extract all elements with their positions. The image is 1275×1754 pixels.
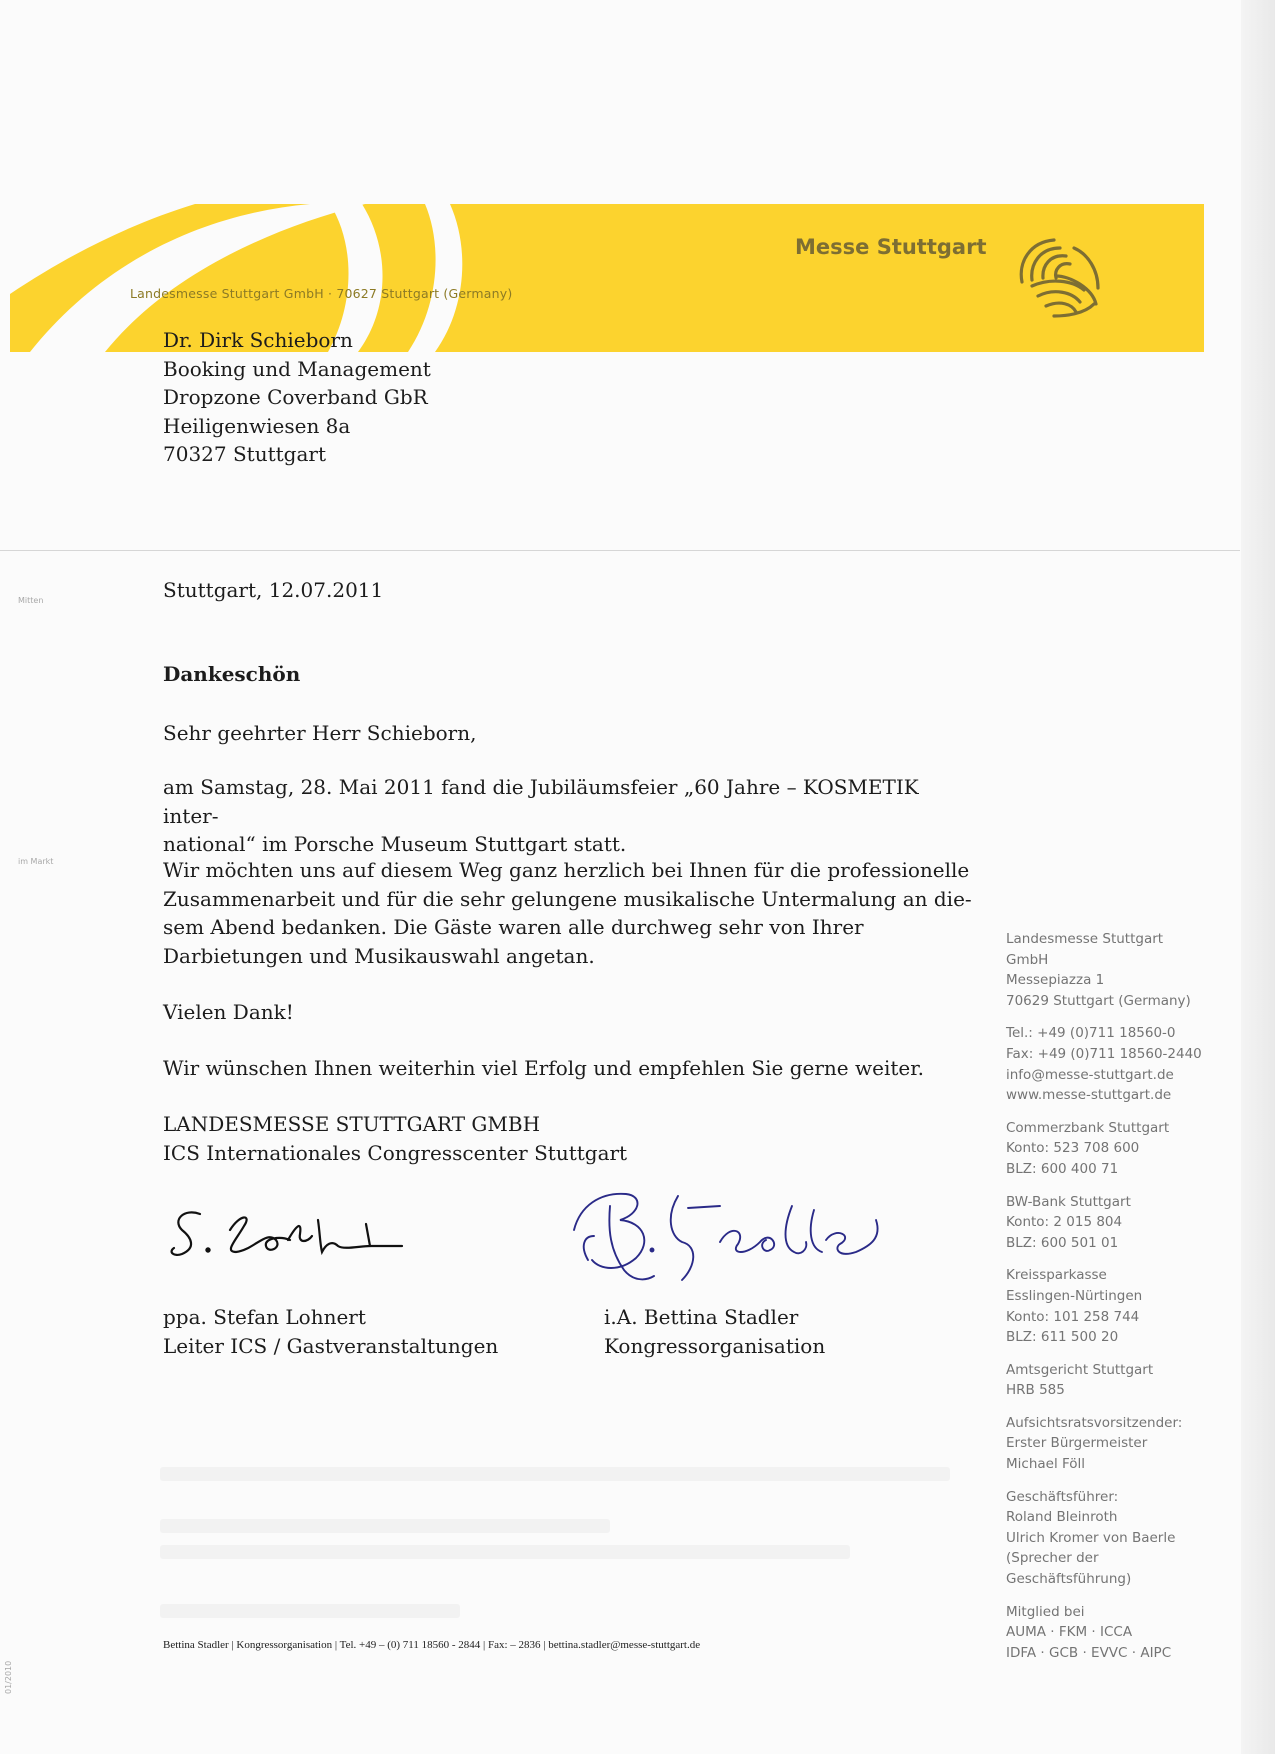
sidebar-line: (Sprecher der: [1006, 1550, 1099, 1567]
sidebar-line: Geschäftsführer:: [1006, 1488, 1119, 1505]
sidebar-line: BLZ: 611 500 20: [1006, 1329, 1119, 1346]
recipient-line: Heiligenwiesen 8a: [163, 413, 351, 438]
sidebar-contact: [1006, 1023, 1206, 1105]
sidebar-memberships: [1006, 1602, 1206, 1664]
sidebar-management: [1006, 1487, 1206, 1590]
sidebar-line: Konto: 2 015 804: [1006, 1214, 1123, 1231]
sidebar-bank-commerzbank: [1006, 1118, 1206, 1180]
sidebar-line: Kreissparkasse: [1006, 1267, 1107, 1284]
company-info-sidebar: [1006, 929, 1206, 1675]
sidebar-line: BLZ: 600 501 01: [1006, 1234, 1119, 1251]
sidebar-line: www.messe-stuttgart.de: [1006, 1087, 1172, 1104]
paragraph-line: sem Abend bedanken. Die Gäste waren alle durchweg sehr von Ihrer: [163, 915, 864, 939]
recipient-line: Dropzone Coverband GbR: [163, 385, 428, 409]
sidebar-line: Konto: 523 708 600: [1006, 1140, 1140, 1157]
margin-mark: Mitten: [18, 596, 44, 605]
paragraph-line: national“ im Porsche Museum Stuttgart statt.: [163, 832, 627, 856]
sidebar-line: Fax: +49 (0)711 18560-2440: [1006, 1045, 1202, 1062]
sidebar-line: Commerzbank Stuttgart: [1006, 1119, 1170, 1136]
signatory-stadler: [604, 1303, 825, 1360]
sidebar-line: BLZ: 600 400 71: [1006, 1160, 1119, 1177]
sidebar-line: Aufsichtsratsvorsitzender:: [1006, 1414, 1183, 1431]
recipient-line: Booking und Management: [163, 356, 431, 381]
recipient-address: [163, 326, 431, 469]
sidebar-line: Landesmesse Stuttgart: [1006, 931, 1164, 947]
messe-swirl-logo-icon: [1010, 228, 1108, 328]
sidebar-line: IDFA · GCB · EVVC · AIPC: [1006, 1644, 1172, 1661]
sidebar-line: Messepiazza 1: [1006, 972, 1105, 989]
show-through-mark: [160, 1545, 850, 1559]
company-line: LANDESMESSE STUTTGART GMBH: [163, 1112, 541, 1136]
signature-lohnert: [170, 1200, 420, 1270]
paragraph-thanks: [163, 856, 973, 970]
signatory-role: Kongressorganisation: [604, 1333, 826, 1358]
signatory-role: Leiter ICS / Gastveranstaltungen: [163, 1333, 499, 1358]
closing-line: Wir wünschen Ihnen weiterhin viel Erfolg und empfehlen Sie gerne weiter.: [163, 1056, 924, 1080]
show-through-mark: [160, 1519, 610, 1533]
paragraph-line: Darbietungen und Musikauswahl angetan.: [163, 943, 595, 968]
sidebar-line: Amtsgericht Stuttgart: [1006, 1361, 1154, 1378]
sender-address-line: Landesmesse Stuttgart GmbH · 70627 Stuttgart (Germany): [130, 286, 513, 301]
brand-name: Messe Stuttgart: [795, 235, 987, 259]
form-code-mark: 01/2010: [4, 1660, 13, 1694]
sidebar-register: [1006, 1360, 1206, 1401]
signatory-name: ppa. Stefan Lohnert: [163, 1305, 366, 1329]
sidebar-line: info@messe-stuttgart.de: [1006, 1066, 1174, 1083]
show-through-mark: [160, 1604, 460, 1618]
sidebar-line: Konto: 101 258 744: [1006, 1308, 1140, 1325]
signatory-lohnert: [163, 1303, 498, 1360]
sidebar-bank-kreissparkasse: [1006, 1265, 1206, 1347]
company-signature: [163, 1110, 973, 1167]
recipient-line: 70327 Stuttgart: [163, 442, 326, 466]
paragraph-line: Wir möchten uns auf diesem Weg ganz herzlich bei Ihnen für die professionelle: [163, 858, 970, 882]
sidebar-line: Esslingen-Nürtingen: [1006, 1287, 1143, 1304]
sidebar-line: Mitglied bei: [1006, 1603, 1085, 1620]
recipient-line: Dr. Dirk Schieborn: [163, 328, 353, 352]
paper-fold-line: [0, 550, 1240, 551]
sidebar-line: Michael Föll: [1006, 1456, 1086, 1473]
sidebar-supervisory-board: [1006, 1413, 1206, 1475]
sidebar-line: GmbH: [1006, 951, 1049, 968]
sidebar-address: [1006, 929, 1206, 1011]
sidebar-line: AUMA · FKM · ICCA: [1006, 1624, 1133, 1641]
footer-contact-line: Bettina Stadler | Kongressorganisation | Tel. +49 – (0) 711 18560 - 2844 | Fax: – 2836 | bettina.stadler@messe-stuttgart.de: [163, 1639, 701, 1651]
margin-mark: im Markt: [18, 857, 54, 866]
salutation: Sehr geehrter Herr Schieborn,: [163, 721, 477, 745]
sidebar-line: Erster Bürgermeister: [1006, 1435, 1148, 1452]
letter-date: Stuttgart, 12.07.2011: [163, 578, 384, 602]
signatory-name: i.A. Bettina Stadler: [604, 1305, 799, 1329]
thanks-line: Vielen Dank!: [163, 1000, 294, 1024]
sidebar-line: Roland Bleinroth: [1006, 1509, 1118, 1526]
signature-stadler: [570, 1186, 890, 1296]
show-through-mark: [160, 1467, 950, 1481]
sidebar-line: HRB 585: [1006, 1382, 1065, 1399]
sidebar-line: BW-Bank Stuttgart: [1006, 1193, 1131, 1210]
sidebar-line: 70629 Stuttgart (Germany): [1006, 992, 1191, 1009]
sidebar-line: Tel.: +49 (0)711 18560-0: [1006, 1025, 1176, 1042]
company-line: ICS Internationales Congresscenter Stuttgart: [163, 1140, 628, 1165]
page-edge-shadow: [1241, 0, 1275, 1754]
letter-subject: Dankeschön: [163, 662, 301, 686]
paragraph-line: Zusammenarbeit und für die sehr gelungene musikalische Untermalung an die-: [163, 886, 972, 911]
paragraph-event: [163, 773, 973, 859]
sidebar-line: Geschäftsführung): [1006, 1571, 1132, 1588]
sidebar-bank-bwbank: [1006, 1192, 1206, 1254]
paragraph-line: am Samstag, 28. Mai 2011 fand die Jubiläumsfeier „60 Jahre – KOSMETIK inter-: [163, 775, 919, 828]
sidebar-line: Ulrich Kromer von Baerle: [1006, 1529, 1176, 1546]
